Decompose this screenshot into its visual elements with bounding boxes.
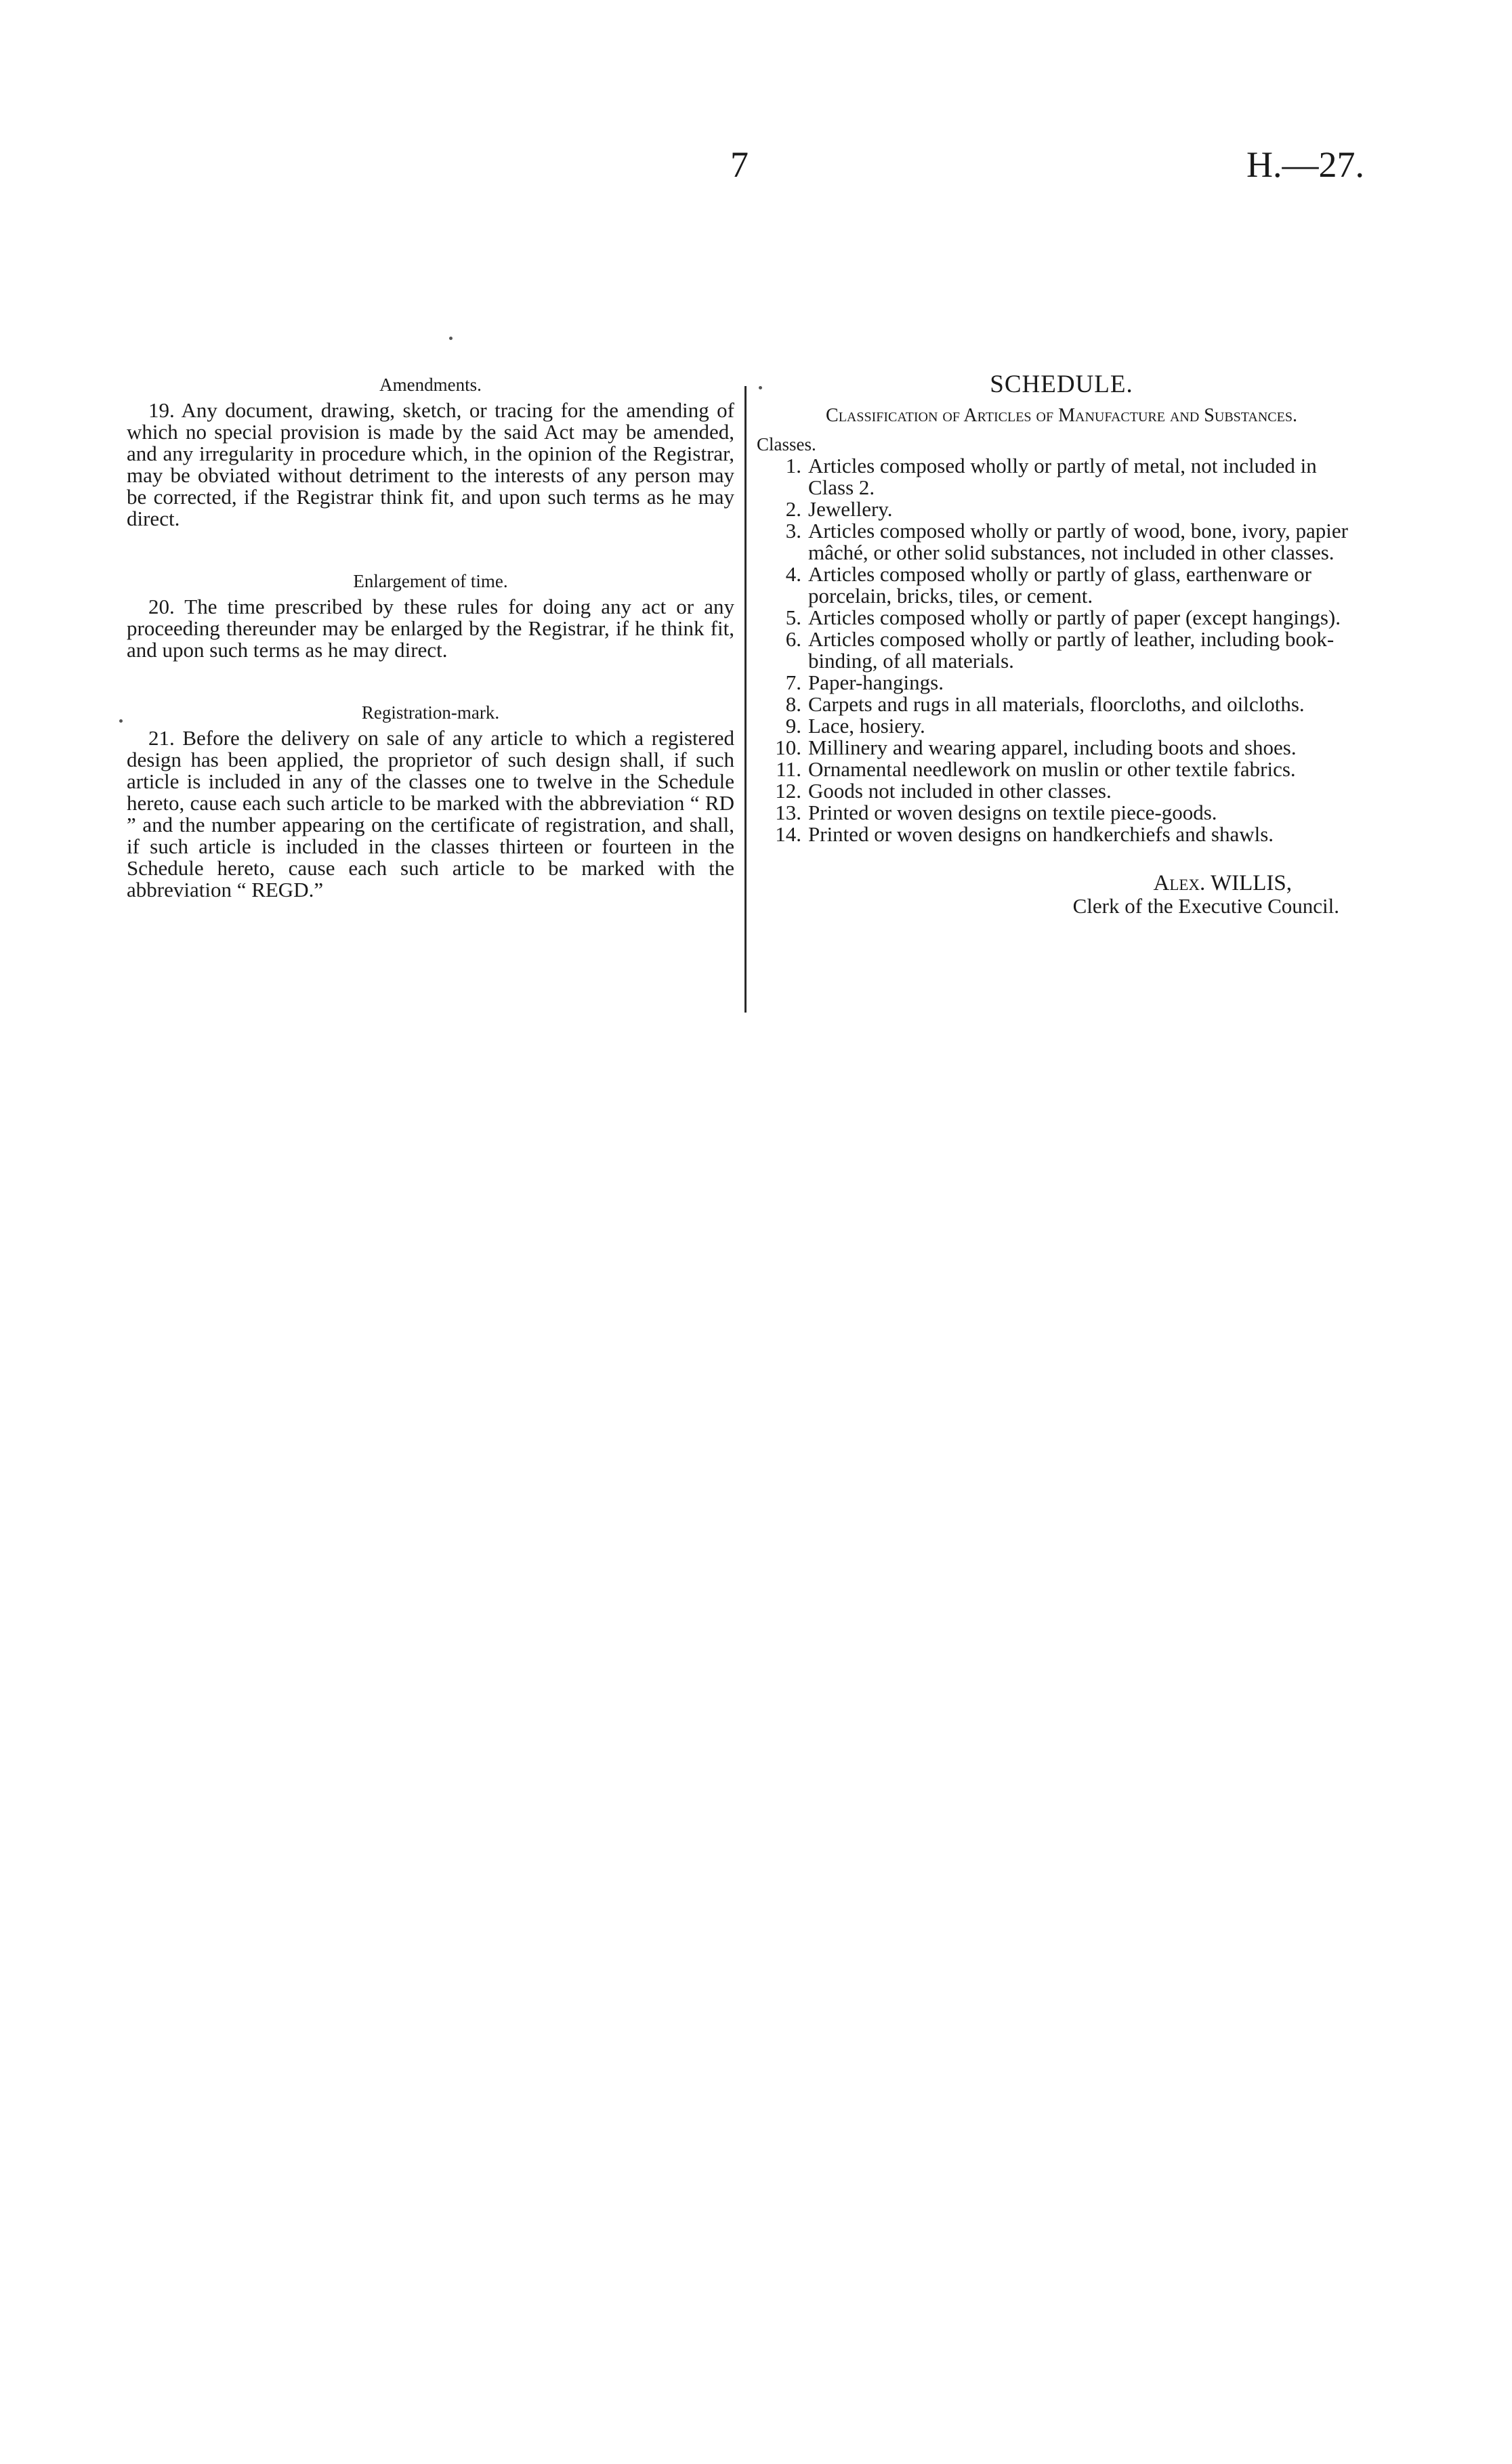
class-number: 14. — [775, 822, 801, 846]
section-enlargement-of-time — [127, 570, 734, 661]
list-item — [757, 498, 1366, 520]
class-number: 6. — [785, 627, 801, 651]
print-speck — [449, 337, 453, 340]
section-registration-mark — [127, 702, 734, 901]
list-item — [757, 564, 1366, 607]
class-number: 1. — [785, 454, 801, 477]
class-description: Articles composed wholly or partly of leather, including book-binding, of all materials. — [808, 627, 1335, 673]
class-description: Printed or woven designs on textile piece-goods. — [808, 801, 1217, 824]
class-number: 2. — [785, 497, 801, 521]
class-number: 9. — [785, 714, 801, 738]
class-number: 11. — [776, 757, 801, 781]
class-description: Jewellery. — [808, 497, 893, 521]
list-item — [757, 802, 1366, 824]
class-description: Articles composed wholly or partly of paper (except hangings). — [808, 606, 1341, 629]
class-number: 4. — [785, 562, 801, 586]
page-number: 7 — [730, 144, 749, 185]
signatory-title: Clerk of the Executive Council. — [1072, 894, 1339, 918]
section-heading: Enlargement of time. — [353, 571, 508, 591]
class-description: Goods not included in other classes. — [808, 779, 1112, 803]
list-item — [757, 694, 1366, 715]
print-speck — [119, 719, 123, 723]
list-item — [757, 629, 1366, 672]
class-list — [757, 455, 1366, 845]
class-description: Printed or woven designs on handkerchiefs and shawls. — [808, 822, 1274, 846]
schedule-title: SCHEDULE. — [990, 370, 1133, 398]
class-description: Articles composed wholly or partly of glass, earthenware or porcelain, bricks, tiles, or cement. — [808, 562, 1311, 608]
column-divider — [744, 386, 747, 1013]
class-number: 13. — [775, 801, 801, 824]
list-item — [757, 759, 1366, 780]
section-amendments — [127, 374, 734, 530]
class-description: Paper-hangings. — [808, 671, 944, 694]
list-item — [757, 715, 1366, 737]
classes-label: Classes. — [757, 434, 816, 454]
class-number: 5. — [785, 606, 801, 629]
print-speck — [759, 386, 762, 389]
class-description: Articles composed wholly or partly of wood, bone, ivory, papier mâché, or other solid substances, not included in other classes. — [808, 519, 1348, 564]
section-heading: Registration-mark. — [361, 702, 500, 723]
section-heading: Amendments. — [379, 375, 482, 395]
class-description: Carpets and rugs in all materials, floorcloths, and oilcloths. — [808, 692, 1305, 716]
list-item — [757, 737, 1366, 759]
class-number: 8. — [785, 692, 801, 716]
document-reference: H.—27. — [1246, 144, 1364, 185]
class-number: 3. — [785, 519, 801, 543]
class-number: 7. — [785, 671, 801, 694]
class-description: Lace, hosiery. — [808, 714, 925, 738]
class-description: Millinery and wearing apparel, including boots and shoes. — [808, 736, 1297, 759]
signatory-name: Alex. WILLIS, — [1153, 871, 1292, 895]
schedule-subtitle: Classification of Articles of Manufacture and Substances. — [826, 405, 1297, 426]
class-description: Ornamental needlework on muslin or other textile fabrics. — [808, 757, 1296, 781]
list-item — [757, 607, 1366, 629]
class-number: 12. — [775, 779, 801, 803]
class-description: Articles composed wholly or partly of metal, not included in Class 2. — [808, 454, 1317, 499]
class-number: 10. — [775, 736, 801, 759]
list-item — [757, 520, 1366, 564]
schedule — [757, 370, 1366, 918]
list-item — [757, 824, 1366, 845]
section-paragraph: 21. Before the delivery on sale of any article to which a registered design has been applied, the proprietor of such design shall, if such article is included in any of the classes one to twelve in the Schedule hereto, cause each such article to be marked with the abbreviation “ RD ” and the number appearing on the certificate of registration, and shall, if such article is included in the classes thirteen or fourteen in the Schedule hereto, cause each such article to be marked with the abbreviation “ REGD.” — [127, 726, 734, 901]
list-item — [757, 780, 1366, 802]
section-paragraph: 19. Any document, drawing, sketch, or tracing for the amending of which no special provision is made by the said Act may be amended, and any irregularity in procedure which, in the opinion of the Registrar, may be obviated without detriment to the interests of any person may be corrected, if the Registrar think fit, and upon such terms as he may direct. — [127, 398, 734, 530]
signature-block — [757, 872, 1366, 917]
section-paragraph: 20. The time prescribed by these rules for doing any act or any proceeding thereunder may be enlarged by the Registrar, if he think fit, and upon such terms as he may direct. — [127, 595, 734, 662]
list-item — [757, 672, 1366, 694]
left-column — [127, 374, 734, 941]
list-item — [757, 455, 1366, 498]
